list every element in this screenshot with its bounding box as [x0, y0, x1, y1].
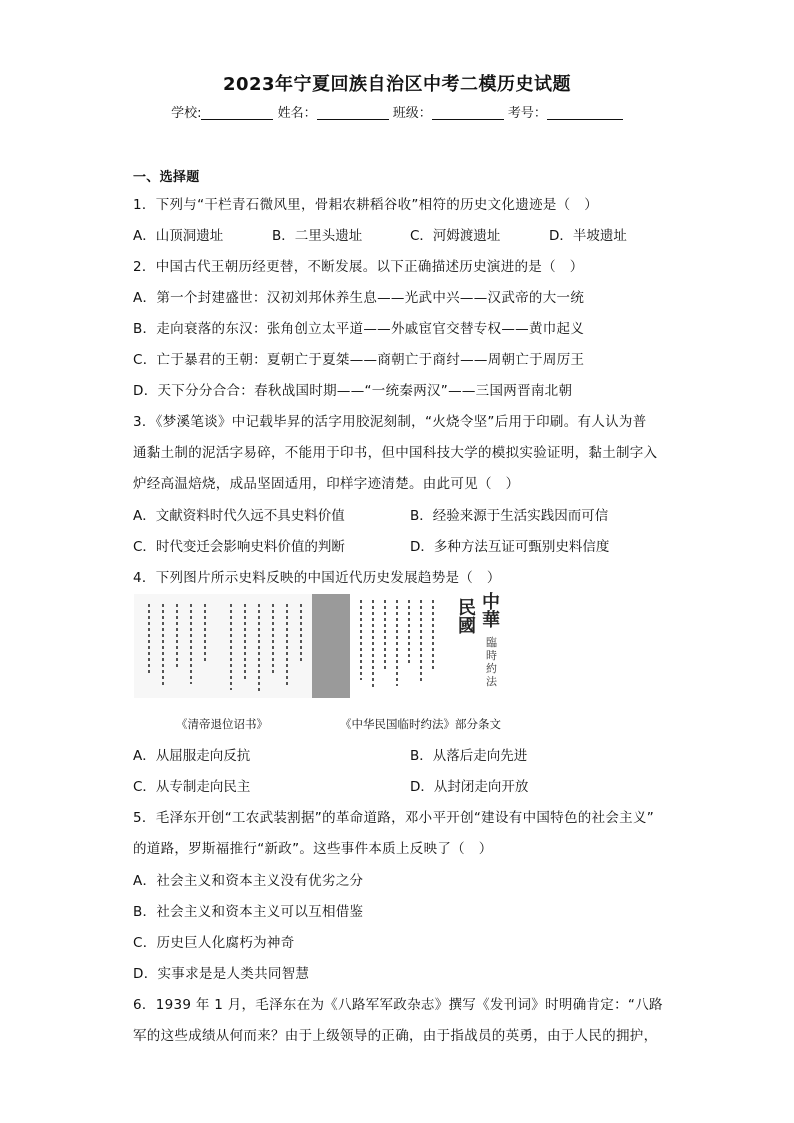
- q4-images: [134, 592, 514, 702]
- constitution-cover-image: [454, 592, 514, 702]
- class-blank[interactable]: [432, 105, 504, 120]
- q5-option-a[interactable]: A．社会主义和资本主义没有优劣之分: [133, 873, 364, 889]
- school-blank[interactable]: [201, 105, 273, 120]
- q3-stem-line-2: 通黏土制的泥活字易碎，不能用于印书，但中国科技大学的模拟实验证明，黏土制字入: [133, 445, 658, 461]
- q2-option-b[interactable]: B．走向衰落的东汉：张角创立太平道——外戚宦官交替专权——黄巾起义: [133, 321, 585, 337]
- q4-caption-2: 《中华民国临时约法》部分条文: [340, 717, 501, 731]
- section-heading: 一、选择题: [133, 170, 200, 185]
- q1-option-b[interactable]: B．二里头遗址: [272, 228, 363, 244]
- q3-stem-line-1: 3．《梦溪笔谈》中记载毕昇的活字用胶泥刻制，“火烧令坚”后用于印刷。有人认为普: [133, 414, 647, 430]
- q5-option-c[interactable]: C．历史巨人化腐朽为神奇: [133, 935, 295, 951]
- q4-caption-1: 《清帝退位诏书》: [176, 717, 268, 731]
- cover-sub-text: 臨時約法: [486, 636, 497, 688]
- school-label: 学校:: [171, 106, 202, 121]
- q1-option-a[interactable]: A．山顶洞遗址: [133, 228, 224, 244]
- name-blank[interactable]: [317, 105, 389, 120]
- cover-top-text: 中華: [482, 592, 500, 631]
- class-label: 班级：: [392, 106, 432, 121]
- student-info-row: [0, 102, 794, 121]
- name-label: 姓名：: [277, 106, 317, 121]
- q3-option-c[interactable]: C．时代变迁会影响史料价值的判断: [133, 539, 345, 555]
- q2-option-c[interactable]: C．亡于暴君的王朝：夏朝亡于夏桀——商朝亡于商纣——周朝亡于周厉王: [133, 352, 585, 368]
- q5-stem-line-1: 5．毛泽东开创“工农武装割据”的革命道路，邓小平开创“建设有中国特色的社会主义”: [133, 810, 655, 826]
- q2-option-a[interactable]: A．第一个封建盛世：汉初刘邦休养生息——光武中兴——汉武帝的大一统: [133, 290, 585, 306]
- exam-title: 2023年宁夏回族自治区中考二模历史试题: [222, 74, 572, 95]
- q1-stem: 1．下列与“干栏青石微风里，骨耜农耕稻谷收”相符的历史文化遗迹是（ ）: [133, 197, 599, 213]
- q3-option-a[interactable]: A．文献资料时代久远不具史料价值: [133, 508, 345, 524]
- q6-stem-line-1: 6．1939 年 1 月，毛泽东在为《八路军军政杂志》撰写《发刊词》时明确肯定：“八路: [133, 997, 663, 1013]
- q1-option-c[interactable]: C．河姆渡遗址: [410, 228, 501, 244]
- q2-option-d[interactable]: D．天下分分合合：春秋战国时期——“一统秦两汉”——三国两晋南北朝: [133, 383, 573, 399]
- q5-option-b[interactable]: B．社会主义和资本主义可以互相借鉴: [133, 904, 364, 920]
- constitution-text-image: [356, 596, 436, 696]
- q5-stem-line-2: 的道路，罗斯福推行“新政”。这些事件本质上反映了（ ）: [133, 841, 493, 857]
- q3-option-d[interactable]: D．多种方法互证可甄别史料信度: [410, 539, 610, 555]
- q4-option-c[interactable]: C．从专制走向民主: [133, 779, 251, 795]
- q3-stem-line-3: 炉经高温焙烧，成品坚固适用，印样字迹清楚。由此可见（ ）: [133, 476, 520, 492]
- number-blank[interactable]: [547, 105, 623, 120]
- abdication-edict-image: [134, 594, 350, 698]
- q5-option-d[interactable]: D．实事求是是人类共同智慧: [133, 966, 310, 982]
- cover-side-text: 民國: [458, 598, 476, 637]
- number-label: 考号：: [507, 106, 547, 121]
- q4-stem: 4．下列图片所示史料反映的中国近代历史发展趋势是（ ）: [133, 570, 501, 586]
- q6-stem-line-2: 军的这些成绩从何而来？由于上级领导的正确，由于指战员的英勇，由于人民的拥护，: [133, 1028, 658, 1044]
- q3-option-b[interactable]: B．经验来源于生活实践因而可信: [410, 508, 609, 524]
- q4-option-b[interactable]: B．从落后走向先进: [410, 748, 528, 764]
- q4-option-d[interactable]: D．从封闭走向开放: [410, 779, 529, 795]
- q2-stem: 2．中国古代王朝历经更替，不断发展。以下正确描述历史演进的是（ ）: [133, 259, 584, 275]
- q1-option-d[interactable]: D．半坡遗址: [549, 228, 627, 244]
- q4-option-a[interactable]: A．从屈服走向反抗: [133, 748, 251, 764]
